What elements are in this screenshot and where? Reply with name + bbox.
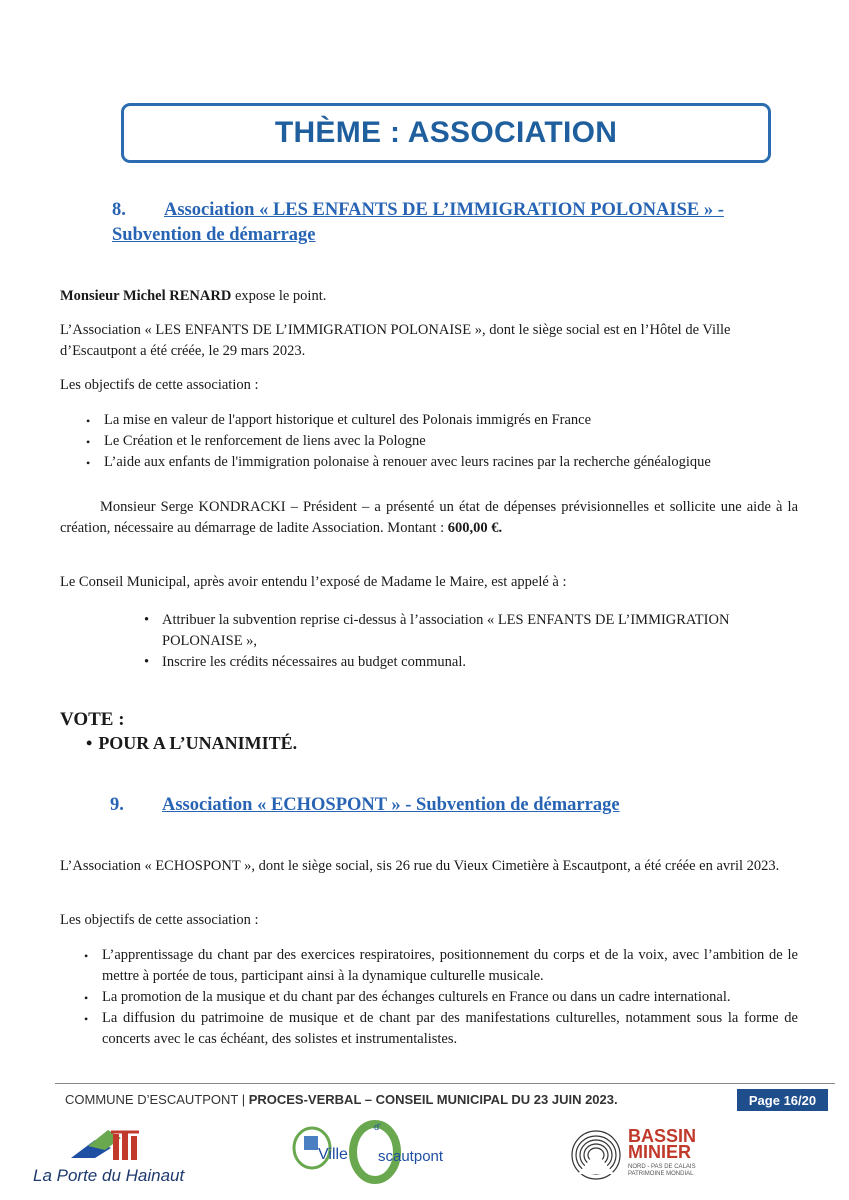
bassin-line1: BASSIN	[628, 1126, 697, 1146]
bassin-line2: MINIER	[628, 1142, 691, 1162]
list-item: • La promotion de la musique et du chant par des échanges culturels en France ou dans un cadre international.	[78, 987, 798, 1008]
section-8-intro: L’Association « LES ENFANTS DE L’IMMIGRATION POLONAISE », dont le siège social est en l’Hôtel de Ville d’Escautpont a été créée, le 29 mars 2023.	[60, 322, 731, 359]
bassin-minier-logo	[570, 1128, 710, 1188]
bassin-minier-emblem-icon	[570, 1128, 622, 1182]
section-8-council-list	[138, 610, 798, 673]
footer-text	[65, 1092, 618, 1107]
section-8-heading	[112, 198, 812, 248]
section-9-objectives-label: Les objectifs de cette association :	[60, 912, 259, 928]
ville-escautpont-logo	[290, 1120, 450, 1190]
list-item: • L’aide aux enfants de l'immigration polonaise à renouer avec leurs racines par la recherche généalogique	[80, 452, 800, 473]
bassin-minier-title	[628, 1128, 696, 1160]
bassin-minier-subtitle	[628, 1164, 696, 1178]
section-9-objectives-list	[78, 945, 798, 1050]
footer-divider	[55, 1083, 835, 1084]
section-9-heading	[110, 793, 810, 818]
theme-title: THÈME : ASSOCIATION	[274, 116, 618, 149]
section-9-number: 9.	[110, 795, 124, 815]
section-9-title: Association « ECHOSPONT » - Subvention de démarrage	[162, 795, 620, 815]
list-item: • Inscrire les crédits nécessaires au budget communal.	[138, 652, 798, 673]
footer-pv: PROCES-VERBAL – CONSEIL MUNICIPAL DU 23 JUIN 2023.	[248, 1092, 618, 1107]
section-9-intro: L’Association « ECHOSPONT », dont le siège social, sis 26 rue du Vieux Cimetière à Escautpont, a été créée en avril 2023.	[60, 858, 780, 874]
presenter-name: Monsieur Michel RENARD	[60, 288, 232, 304]
vote-label: VOTE :	[60, 709, 125, 730]
section-8-objectives-list	[80, 410, 800, 473]
section-8-number: 8.	[112, 200, 126, 220]
list-item: • Le Création et le renforcement de liens avec la Pologne	[80, 431, 800, 452]
bassin-sub1: NORD - PAS DE CALAIS	[628, 1164, 696, 1170]
presenter-line	[60, 286, 798, 307]
theme-banner	[121, 103, 771, 163]
list-item: • La diffusion du patrimoine de musique et de chant par des manifestations culturelles, notamment sous la forme de concerts avec le cas échéant, des solistes et instrumentalistes.	[78, 1008, 798, 1050]
list-item: • L’apprentissage du chant par des exercices respiratoires, positionnement du corps et de la voix, avec l’ambition de le mettre à portée de tous, participant ainsi à la dynamique culturelle musicale.	[78, 945, 798, 987]
list-item: • La mise en valeur de l'apport historique et culturel des Polonais immigrés en France	[80, 410, 800, 431]
section-8-council-text: Le Conseil Municipal, après avoir entendu l’exposé de Madame le Maire, est appelé à :	[60, 574, 567, 590]
ville-d-text: d'	[374, 1122, 381, 1132]
list-item: • Attribuer la subvention reprise ci-dessus à l’association « LES ENFANTS DE L’IMMIGRATION POLONAISE »,	[138, 610, 798, 652]
porte-hainaut-logo	[33, 1118, 213, 1190]
presenter-rest: expose le point.	[231, 288, 327, 304]
bassin-sub2: PATRIMOINE MONDIAL	[628, 1171, 694, 1177]
request-text: Monsieur Serge KONDRACKI – Président – a présenté un état de dépenses prévisionnelles et sollicite une aide à la création, nécessaire au démarrage de ladite Association. Montant :	[60, 499, 798, 536]
request-amount: 600,00 €.	[447, 520, 503, 536]
section-8-objectives-label: Les objectifs de cette association :	[60, 377, 259, 393]
footer-commune: COMMUNE D’ESCAUTPONT |	[65, 1092, 249, 1107]
section-8-request	[60, 497, 798, 539]
section-8-title-line1: Association « LES ENFANTS DE L’IMMIGRATION POLONAISE » -	[164, 200, 724, 220]
porte-hainaut-label: La Porte du Hainaut	[33, 1166, 185, 1185]
ville-prefix-text: Ville	[318, 1146, 348, 1163]
page-number-badge: Page 16/20	[737, 1089, 828, 1111]
porte-hainaut-emblem-icon	[33, 1118, 143, 1168]
vote-result: • POUR A L’UNANIMITÉ.	[86, 733, 297, 754]
section-8-title-line2: Subvention de démarrage	[112, 225, 316, 245]
ville-name-text: scautpont	[378, 1148, 444, 1165]
